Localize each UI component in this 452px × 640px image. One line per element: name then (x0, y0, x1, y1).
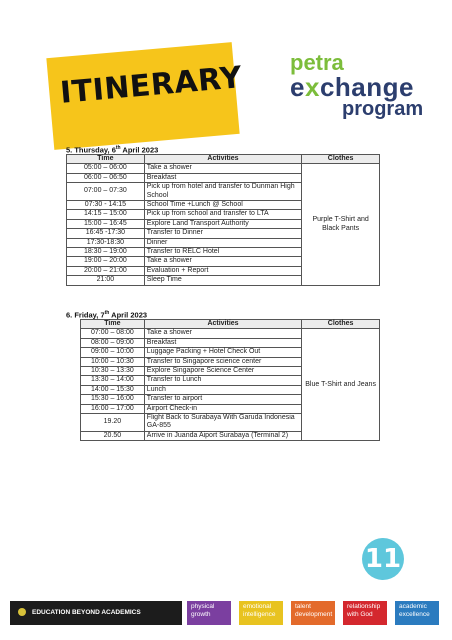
day5-table (66, 154, 380, 286)
day5-title: 5. Thursday, 6th April 2023 (66, 145, 159, 155)
activity-cell: Explore Singapore Science Center (144, 367, 301, 376)
footer-chip: talent development (291, 601, 335, 625)
activity-cell: Explore Land Transport Authority (144, 219, 301, 228)
time-cell: 15:30 – 16:00 (81, 395, 145, 404)
activity-cell: Luggage Packing + Hotel Check Out (144, 348, 301, 357)
petra-exchange-logo (290, 50, 424, 122)
time-cell: 07:30 - 14:15 (67, 201, 145, 210)
time-cell: 19:00 – 20:00 (67, 257, 145, 266)
time-cell: 13:30 – 14:00 (81, 376, 145, 385)
clothes-cell: Blue T-Shirt and Jeans (302, 329, 380, 441)
footer-chip: physical growth (187, 601, 231, 625)
day6-title: 6. Friday, 7th April 2023 (66, 310, 148, 320)
footer-chip: academic excellence (395, 601, 439, 625)
time-cell: 06:00 – 06:50 (67, 173, 145, 182)
activity-cell: Transfer to RELC Hotel (144, 248, 301, 257)
day6-header-time: Time (81, 320, 145, 329)
table-row (81, 329, 380, 338)
activity-cell: Dinner (144, 238, 301, 247)
time-cell: 21:00 (67, 276, 145, 285)
logo-line-3: program (342, 98, 424, 120)
clothes-cell: Purple T-Shirt and Black Pants (302, 164, 380, 285)
day6-header-clothes: Clothes (302, 320, 380, 329)
time-cell: 08:00 – 09:00 (81, 338, 145, 347)
activity-cell: Lunch (144, 385, 301, 394)
itinerary-title: ITINERARY (58, 60, 244, 111)
time-cell: 16:45 -17:30 (67, 229, 145, 238)
activity-cell: Sleep Time (144, 276, 301, 285)
day5-header-time: Time (67, 155, 145, 164)
activity-cell: Transfer to Dinner (144, 229, 301, 238)
time-cell: 14:00 – 15:30 (81, 385, 145, 394)
day6-header-activities: Activities (144, 320, 301, 329)
time-cell: 05:00 – 06:00 (67, 164, 145, 173)
activity-cell: Transfer to Singapore science center (144, 357, 301, 366)
time-cell: 14:15 – 15:00 (67, 210, 145, 219)
table-row (67, 164, 380, 173)
time-cell: 16:00 – 17:00 (81, 404, 145, 413)
time-cell: 18:30 – 19:00 (67, 248, 145, 257)
activity-cell: School Time +Lunch @ School (144, 201, 301, 210)
activity-cell: Flight Back to Surabaya With Garuda Indonesia GA-855 (144, 414, 301, 432)
time-cell: 20:00 – 21:00 (67, 266, 145, 275)
activity-cell: Pick up from school and transfer to LTA (144, 210, 301, 219)
day5-header-clothes: Clothes (302, 155, 380, 164)
time-cell: 17:30-18:30 (67, 238, 145, 247)
logo-line-1: petra (290, 50, 344, 75)
activity-cell: Take a shower (144, 257, 301, 266)
footer-chip: relationship with God (343, 601, 387, 625)
time-cell: 10:30 – 13:30 (81, 367, 145, 376)
footer-education-beyond-academics: EDUCATION BEYOND ACADEMICS (10, 601, 182, 625)
time-cell: 19.20 (81, 414, 145, 432)
time-cell: 09:00 – 10:00 (81, 348, 145, 357)
time-cell: 07:00 – 08:00 (81, 329, 145, 338)
time-cell: 07:00 – 07:30 (67, 183, 145, 201)
day6-table (80, 319, 380, 441)
footer-logo-icon (18, 608, 26, 616)
activity-cell: Airport Check-in (144, 404, 301, 413)
time-cell: 10:00 – 10:30 (81, 357, 145, 366)
activity-cell: Transfer to Lunch (144, 376, 301, 385)
activity-cell: Evaluation + Report (144, 266, 301, 275)
time-cell: 15:00 – 16:45 (67, 219, 145, 228)
activity-cell: Transfer to airport (144, 395, 301, 404)
activity-cell: Breakfast (144, 173, 301, 182)
page-number: 11 (362, 538, 404, 580)
footer-chip: emotional intelligence (239, 601, 283, 625)
activity-cell: Take a shower (144, 329, 301, 338)
activity-cell: Pick up from hotel and transfer to Dunman High School (144, 183, 301, 201)
activity-cell: Breakfast (144, 338, 301, 347)
time-cell: 20.50 (81, 431, 145, 440)
activity-cell: Take a shower (144, 164, 301, 173)
activity-cell: Arrive in Juanda Aiport Surabaya (Terminal 2) (144, 431, 301, 440)
day5-header-activities: Activities (144, 155, 301, 164)
logo-line-2: exchange (290, 72, 414, 102)
